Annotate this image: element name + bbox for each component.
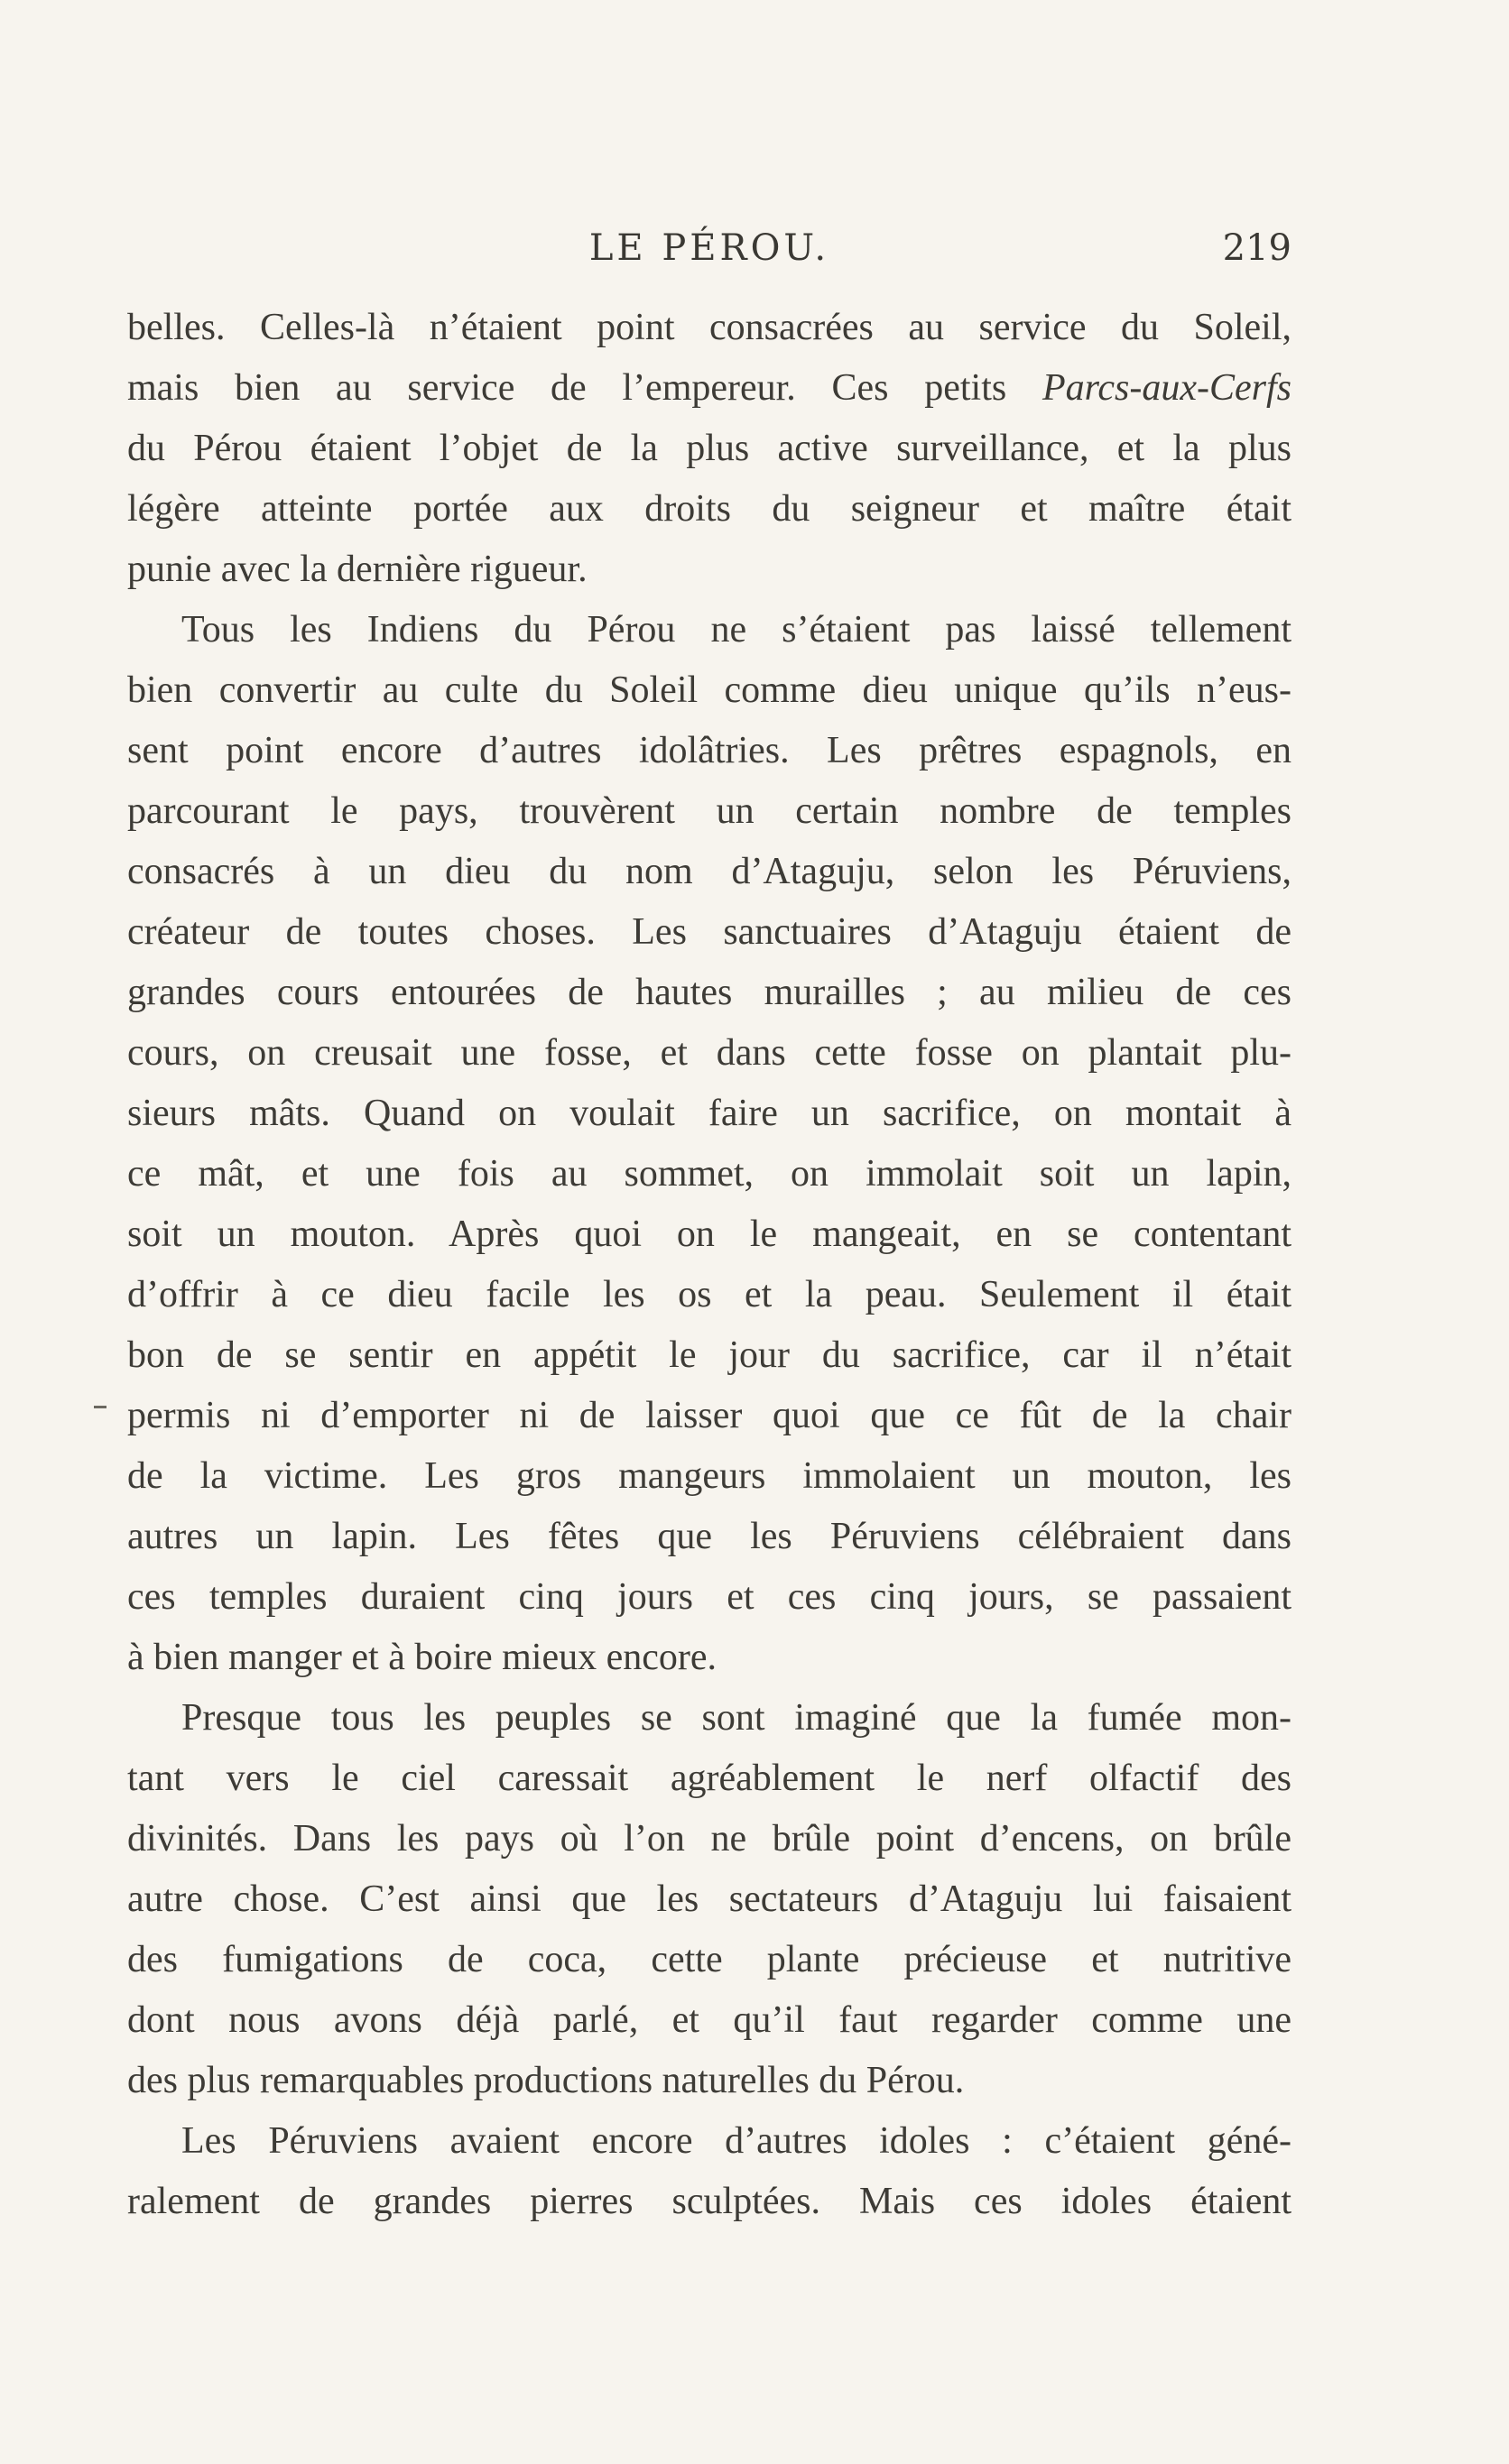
- text-line: parcourant le pays, trouvèrent un certain nombre de temples: [127, 790, 1291, 832]
- text-line: Presque tous les peuples se sont imaginé que la fumée mon-: [181, 1697, 1291, 1739]
- text-line: Les Péruviens avaient encore d’autres idoles : c’étaient géné-: [181, 2120, 1291, 2162]
- text-line: légère atteinte portée aux droits du seigneur et maître était: [127, 488, 1291, 530]
- text-line: de la victime. Les gros mangeurs immolaient un mouton, les: [127, 1455, 1291, 1497]
- text-line: autres un lapin. Les fêtes que les Péruviens célébraient dans: [127, 1516, 1291, 1557]
- text-line: ces temples duraient cinq jours et ces cinq jours, se passaient: [127, 1576, 1291, 1618]
- running-title: LE PÉROU.: [588, 227, 830, 269]
- text-line: [127, 358, 1291, 419]
- text-line: autre chose. C’est ainsi que les sectateurs d’Ataguju lui faisaient: [127, 1878, 1291, 1920]
- text-line: du Pérou étaient l’objet de la plus active surveillance, et la plus: [127, 428, 1291, 469]
- text-line: punie avec la dernière rigueur.: [127, 549, 588, 590]
- text-line: tant vers le ciel caressait agréablement le nerf olfactif des: [127, 1758, 1291, 1799]
- text-line: à bien manger et à boire mieux encore.: [127, 1637, 717, 1678]
- text-line: sieurs mâts. Quand on voulait faire un sacrifice, on montait à: [127, 1093, 1291, 1134]
- text-line: sent point encore d’autres idolâtries. Les prêtres espagnols, en: [127, 730, 1291, 771]
- text-line: consacrés à un dieu du nom d’Ataguju, selon les Péruviens,: [127, 851, 1291, 892]
- text-line: créateur de toutes choses. Les sanctuaires d’Ataguju étaient de: [127, 911, 1291, 953]
- text-line: bon de se sentir en appétit le jour du sacrifice, car il n’était: [127, 1334, 1291, 1376]
- text-line: d’offrir à ce dieu facile les os et la peau. Seulement il était: [127, 1274, 1291, 1315]
- text-line: soit un mouton. Après quoi on le mangeait, en se contentant: [127, 1214, 1291, 1255]
- margin-mark: [94, 1406, 106, 1408]
- text-line: grandes cours entourées de hautes murailles ; au milieu de ces: [127, 972, 1291, 1013]
- italic-phrase: Parcs-aux-Cerfs: [1041, 367, 1291, 409]
- text-line: cours, on creusait une fosse, et dans cette fosse on plantait plu-: [127, 1032, 1291, 1074]
- running-head: [127, 227, 1291, 281]
- text-line: divinités. Dans les pays où l’on ne brûle point d’encens, on brûle: [127, 1818, 1291, 1860]
- text-line: Tous les Indiens du Pérou ne s’étaient pas laissé tellement: [181, 609, 1291, 651]
- text-line: bien convertir au culte du Soleil comme dieu unique qu’ils n’eus-: [127, 669, 1291, 711]
- text-line: des fumigations de coca, cette plante précieuse et nutritive: [127, 1939, 1291, 1980]
- text-segment: mais bien au service de l’empereur. Ces petits: [127, 367, 1007, 409]
- body-text: [127, 298, 1291, 2232]
- page-number: 219: [1222, 227, 1291, 269]
- text-line: ce mât, et une fois au sommet, on immolait soit un lapin,: [127, 1153, 1291, 1195]
- text-line: dont nous avons déjà parlé, et qu’il faut regarder comme une: [127, 1999, 1291, 2041]
- text-line: belles. Celles-là n’étaient point consacrées au service du Soleil,: [127, 307, 1291, 348]
- text-line: ralement de grandes pierres sculptées. Mais ces idoles étaient: [127, 2181, 1291, 2222]
- text-line: des plus remarquables productions naturelles du Pérou.: [127, 2060, 965, 2101]
- text-line: permis ni d’emporter ni de laisser quoi que ce fût de la chair: [127, 1395, 1291, 1436]
